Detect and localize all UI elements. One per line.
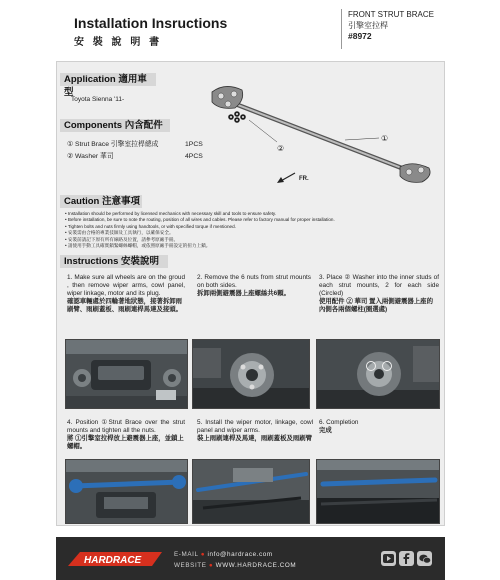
step-5-photo	[192, 459, 310, 524]
facebook-icon[interactable]	[399, 551, 414, 566]
step-3-en: 3. Place ② Washer into the inner studs of each strut mounts, 2 for each side (Circled)	[319, 274, 439, 298]
website-label: WEBSITE	[174, 562, 207, 569]
step-3-zh: 使用配件 ② 華司 置入兩側避震器上座的內側各兩個螺柱(圈選處)	[319, 298, 433, 314]
wechat-icon[interactable]	[417, 551, 432, 566]
step-2-zh: 拆卸兩側避震器上座螺絲共6顆。	[197, 290, 291, 298]
page-subtitle: 安 裝 說 明 書	[74, 37, 163, 48]
washers-icon	[228, 111, 246, 123]
step-4-en: 4. Position ①Strut Brace over the strut mounts and tighten all the nuts.	[67, 419, 185, 435]
list-item	[67, 139, 227, 151]
caution-list	[65, 211, 437, 249]
caution-line: • Installation should be performed by licensed mechanics with necessary skill and tools to ensure safety.	[65, 211, 437, 217]
part-number: #8972	[348, 31, 372, 41]
direction-label: FR.	[299, 176, 309, 182]
application-heading: Application 適用車型	[60, 73, 156, 86]
direction-arrow-icon	[277, 173, 295, 183]
step-6-text	[319, 419, 437, 435]
left-mount-plate	[212, 86, 243, 108]
instructions-heading: Instructions 安裝說明	[60, 255, 168, 268]
step-6-photo	[316, 459, 440, 524]
footer	[56, 537, 445, 580]
caution-line: • 請使用手動工具確實鎖緊螺絲螺帽，或依照原廠手冊設定的扭力上鎖。	[65, 243, 437, 249]
product-name: FRONT STRUT BRACE	[348, 10, 434, 19]
component-name: ① Strut Brace 引擎室拉桿總成	[67, 141, 159, 148]
step-6-en: 6. Completion	[319, 419, 359, 426]
step-2-en: 2. Remove the 6 nuts from strut mounts on both sides.	[197, 274, 311, 290]
hardrace-logo	[66, 548, 164, 575]
email-label: E-MAIL	[174, 551, 199, 558]
step-3-photo	[316, 339, 440, 409]
step-1-zh: 確認車輛處於四輪著地狀態，接著拆卸雨刷臂、雨刷蓋板、雨刷連桿馬達及接頭。	[67, 298, 183, 314]
step-2-photo	[192, 339, 310, 409]
caution-line: • Before installation, be sure to note the routing, position of all wires and cables. Please refer to factory manual for proper installation.	[65, 217, 437, 223]
vehicle-model: Toyota Sienna '11-	[71, 96, 125, 103]
step-5-en: 5. Install the wiper motor, linkage, cowl panel and wiper arms.	[197, 419, 313, 435]
caution-line: • Tighten bolts and nuts firmly using handtools, or with specified torque if mentioned.	[65, 224, 437, 230]
email-link[interactable]: info@hardrace.com	[207, 551, 273, 558]
product-name-zh: 引擎室拉桿	[348, 21, 388, 30]
caution-line: • 安裝前請記下原有所有線路及位置，請參考原廠手冊。	[65, 237, 437, 243]
social-links	[381, 551, 432, 566]
right-mount-plate	[400, 164, 430, 183]
step-6-zh: 完成	[319, 427, 332, 435]
step-4-photo	[65, 459, 188, 524]
step-4-text	[67, 419, 185, 451]
step-4-zh: 將 ①引擎室拉桿放上避震器上座，並鎖上螺帽。	[67, 435, 184, 451]
caution-heading: Caution 注意事項	[60, 195, 142, 208]
youtube-icon[interactable]	[381, 551, 396, 566]
caution-line: • 安裝需由合格的專業技師及工具執行，以確保安全。	[65, 230, 437, 236]
step-5-zh: 裝上雨刷連桿及馬達，雨刷蓋板及雨刷臂	[197, 435, 313, 443]
components-list	[67, 139, 227, 163]
component-qty: 1PCS	[185, 141, 203, 148]
callout-1: ①	[381, 134, 389, 143]
step-3-text	[319, 274, 439, 314]
step-2-text	[197, 274, 311, 298]
component-name: ② Washer 華司	[67, 153, 114, 160]
step-1-text	[67, 274, 185, 314]
step-5-text	[197, 419, 313, 443]
strut-brace-diagram	[207, 72, 437, 187]
contact-info: E-MAIL ● info@hardrace.com WEBSITE ● WWW.HARDRACE.COM	[174, 551, 297, 569]
website-link[interactable]: WWW.HARDRACE.COM	[215, 562, 297, 569]
component-qty: 4PCS	[185, 153, 203, 160]
list-item	[67, 151, 227, 163]
content-frame	[56, 61, 445, 526]
product-info	[341, 9, 461, 49]
components-heading: Components 內含配件	[60, 119, 170, 132]
step-1-en: 1. Make sure all wheels are on the groud , then remove wiper arms, cowl panel, wiper linkage, motor and its plug.	[67, 274, 185, 298]
page-title: Installation Insructions	[74, 15, 228, 31]
callout-2: ②	[277, 144, 285, 153]
step-1-photo	[65, 339, 188, 409]
logo-text: HARDRACE	[84, 555, 142, 566]
